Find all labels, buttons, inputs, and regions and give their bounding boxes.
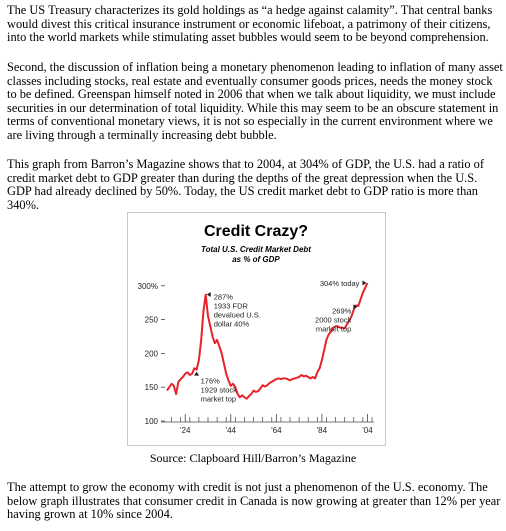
annotation-text: devalued U.S. (213, 310, 261, 320)
y-tick-label: 300% (137, 281, 158, 291)
chart-subtitle-line2: as % of GDP (232, 255, 280, 264)
annotation-text: 304% today (319, 279, 360, 289)
credit-chart (128, 213, 385, 445)
x-tick-label: '84 (316, 426, 328, 435)
annotation-text: 176% (200, 376, 220, 386)
y-tick-label: 150 (144, 383, 158, 393)
paragraph-canada-credit: The attempt to grow the economy with credit is not just a phenomenon of the U.S. economy. The below graph illustrates that consumer credit in Canada is now growing at greater than 12% per year having grown at 10% since 2004. (7, 480, 501, 522)
annotation-text: 1929 stock (200, 385, 237, 395)
annotation-text: 269% (332, 306, 352, 316)
paragraph-barrons-graph: This graph from Barron’s Magazine shows that to 2004, at 304% of GDP, the U.S. had a ratio of credit market debt to GDP greater than during the depths of the great depression when the U.S. GDP had already declined by 50%. Today, the US credit market debt to GDP ratio is more than 340%. (7, 157, 484, 212)
annotation-marker (194, 372, 199, 376)
annotation-text: 287% (213, 292, 233, 302)
y-tick-label: 200 (144, 349, 158, 359)
annotation-text: 2000 stock (315, 315, 352, 325)
annotation-callout (207, 292, 261, 329)
x-tick-label: '24 (180, 426, 191, 435)
y-tick-label: 250 (144, 315, 158, 325)
annotation-callout (315, 304, 357, 334)
credit-chart-figure (127, 212, 386, 446)
chart-title: Credit Crazy? (203, 223, 309, 240)
annotation-callout (320, 279, 367, 288)
paragraph-money-stock: Second, the discussion of inflation being a monetary phenomenon leading to inflation of many asset classes including stocks, real estate and eventually consumer goods prices, needs the money stock to be defined. Greenspan himself noted in 2006 that when we talk about liquidity, we must include securities in our determination of total liquidity. While this may seem to be an obscure statement in terms of conventional monetary views, it is not so especially in the current environment where we are living through a terminally increasing debt bubble. (7, 60, 503, 142)
annotation-text: market top (315, 324, 352, 334)
x-tick-label: '44 (225, 426, 236, 435)
chart-subtitle-line1: Total U.S. Credit Market Debt (201, 245, 311, 254)
debt-series-line (167, 283, 367, 399)
annotation-text: market top (200, 394, 237, 404)
x-tick-label: '04 (362, 426, 373, 435)
annotation-text: dollar 40% (213, 319, 250, 329)
annotation-marker (207, 292, 211, 297)
annotation-text: 1933 FDR (213, 301, 248, 311)
paragraph-gold-hedge: The US Treasury characterizes its gold holdings as “a hedge against calamity”. That central banks would divest this critical insurance instrument or economic lifeboat, a patrimony of their citizens, into the world markets while stimulating asset bubbles would seem to be beyond comprehension. (7, 3, 493, 45)
chart-source-caption: Source: Clapboard Hill/Barron’s Magazine (149, 451, 357, 465)
annotation-callout (194, 372, 237, 404)
x-tick-label: '64 (271, 426, 282, 435)
y-tick-label: 100 (144, 417, 158, 426)
